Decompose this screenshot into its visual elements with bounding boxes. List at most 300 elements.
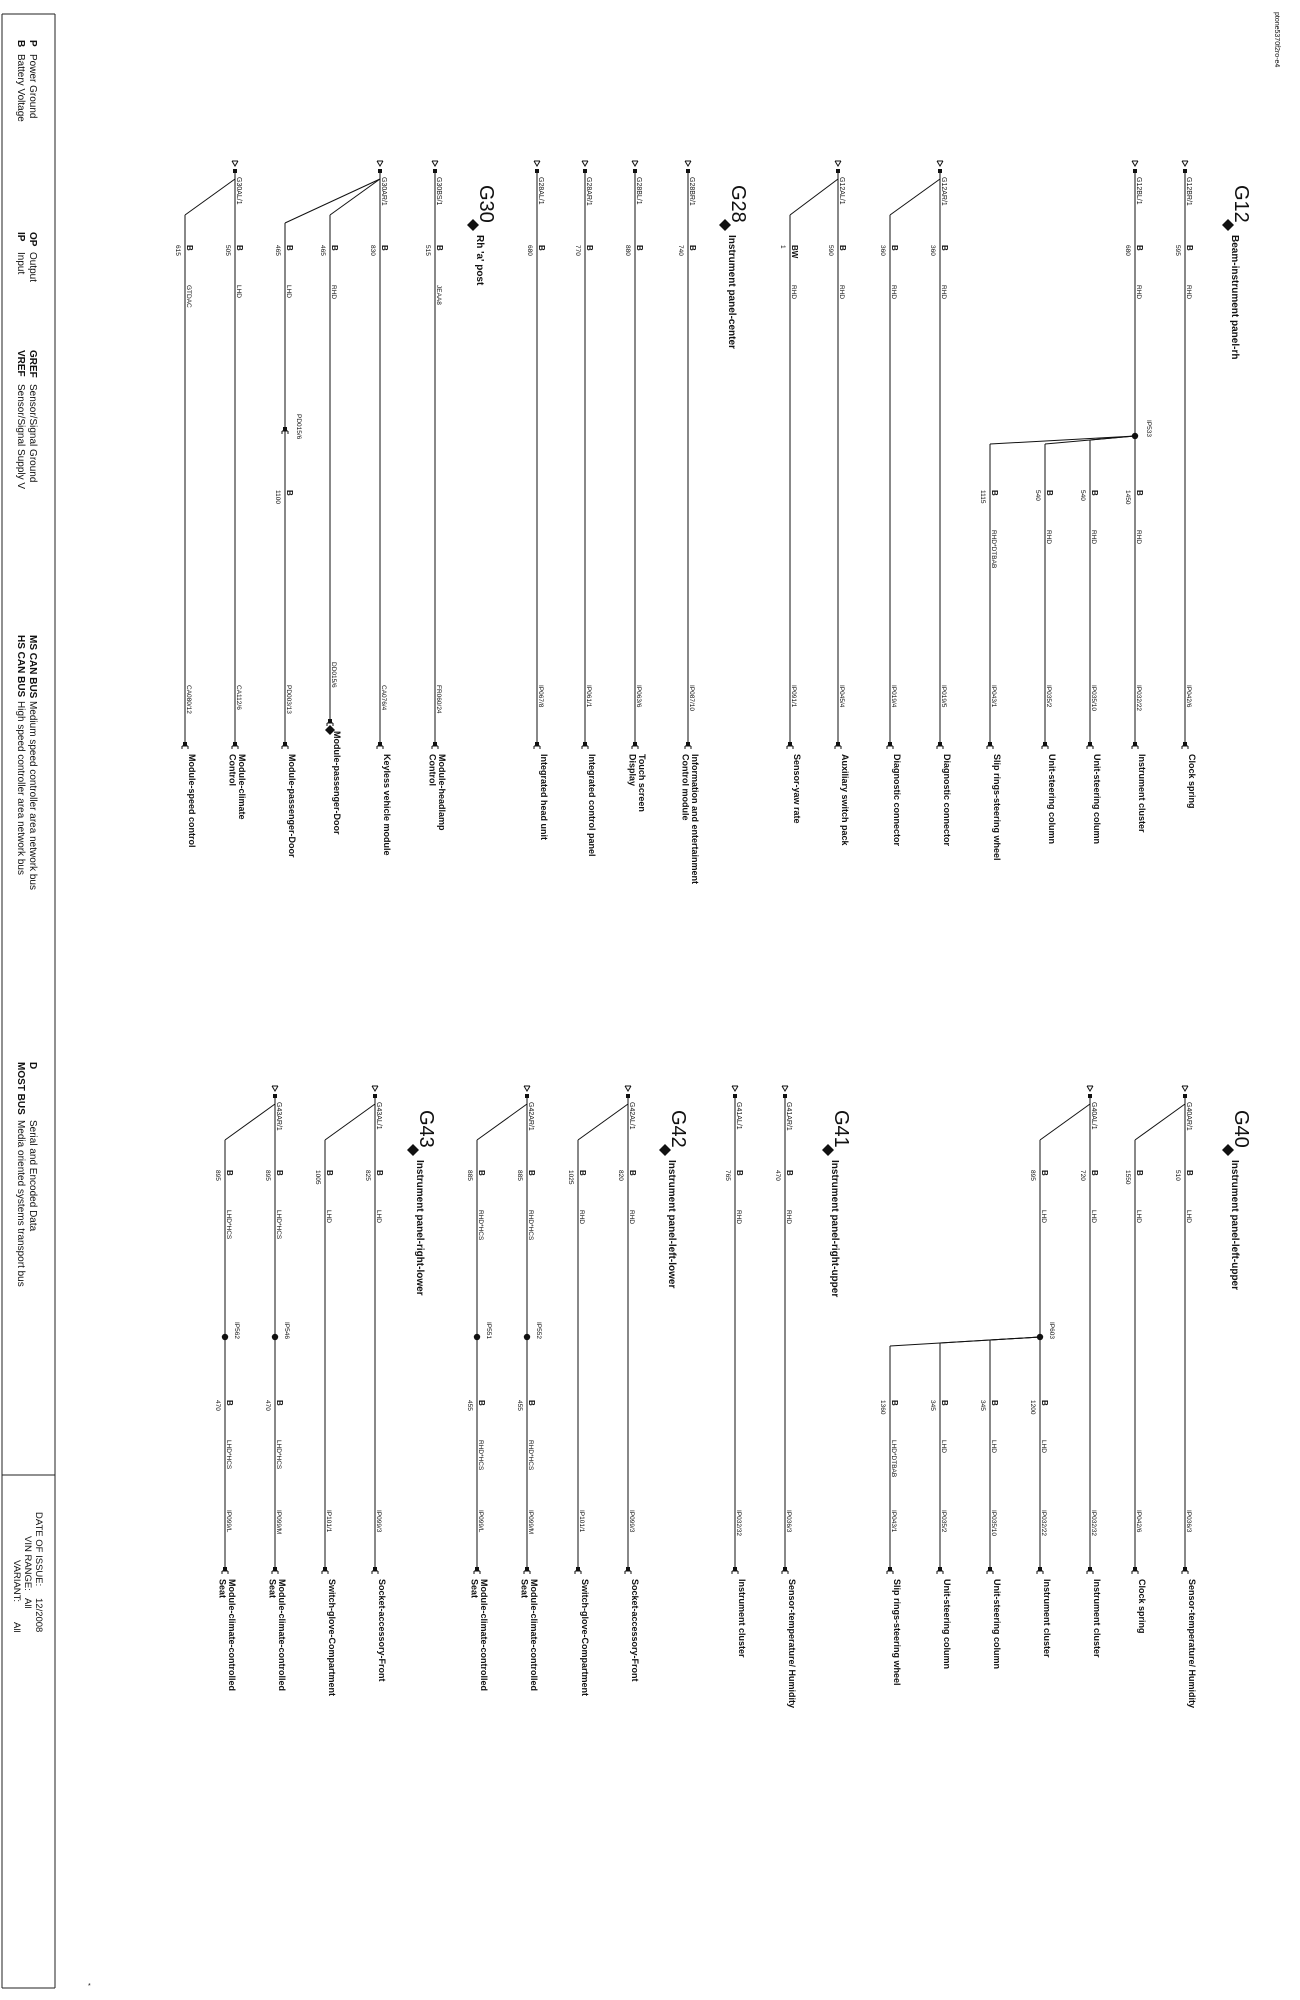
connector-pin-icon xyxy=(283,427,287,431)
wire-size: 360 xyxy=(929,245,936,256)
wire-color: B xyxy=(785,1170,794,1176)
component-name: Touch screen xyxy=(637,754,647,812)
ground-point-description: Rh 'a' post xyxy=(474,235,485,286)
legend-code: VREF xyxy=(15,350,26,377)
splice-id: IP562 xyxy=(233,1322,240,1339)
wire-color: B xyxy=(275,1170,284,1176)
connector-id: IP035/10 xyxy=(990,1510,997,1537)
wire-condition: LHD*HCS xyxy=(275,1440,282,1470)
ground-icon xyxy=(377,161,383,166)
splice-icon xyxy=(222,1334,228,1340)
wire-color: B xyxy=(1185,1170,1194,1176)
connector-socket-icon xyxy=(1182,746,1188,749)
connector-pin-icon xyxy=(888,1567,892,1571)
wire-color: B xyxy=(275,1400,284,1406)
eyelet-icon xyxy=(836,169,840,173)
connector-pin-icon xyxy=(1183,1567,1187,1571)
page-mark: * xyxy=(88,1983,91,1990)
wire-size: 1 xyxy=(779,245,786,249)
wire-size: 470 xyxy=(264,1400,271,1411)
wire-color: B xyxy=(1090,1170,1099,1176)
connector-pin-icon xyxy=(475,1567,479,1571)
ground-icon xyxy=(632,161,638,166)
component-name: Switch-glove-Compartment xyxy=(580,1579,590,1697)
ground-icon xyxy=(625,1086,631,1091)
wire-color: B xyxy=(235,245,244,251)
legend-text: Battery Voltage xyxy=(15,54,26,122)
legend-code: OP xyxy=(27,232,38,247)
connector-id: IP099/L xyxy=(477,1510,484,1533)
wire-condition: RHD xyxy=(940,285,947,300)
connector-socket-icon xyxy=(732,1571,738,1574)
component-name: Control xyxy=(227,754,238,786)
wire-color: B xyxy=(325,1170,334,1176)
splice-id: IP533 xyxy=(1145,420,1152,437)
connector-socket-icon xyxy=(372,1571,378,1574)
component-name: Diagnostic connector xyxy=(892,754,902,847)
connector-pin-icon xyxy=(583,742,587,746)
component-name: Instrument cluster xyxy=(737,1579,747,1658)
wire-segment xyxy=(1040,1104,1090,1140)
component-name: Keyless vehicle module xyxy=(382,754,392,856)
legend-code: B xyxy=(15,40,26,48)
variant-value: All xyxy=(11,1622,22,1633)
wire-color: B xyxy=(527,1400,536,1406)
wire-segment xyxy=(477,1104,527,1140)
connector-id: IP019/5 xyxy=(940,685,947,708)
wire-color: B xyxy=(285,245,294,251)
wire-condition: LHD xyxy=(1090,1210,1097,1224)
connector-id: CA112/6 xyxy=(235,685,242,710)
connector-pin-icon xyxy=(1183,742,1187,746)
connector-pin-icon xyxy=(1038,1567,1042,1571)
connector-pin-icon xyxy=(633,742,637,746)
wire-size: 345 xyxy=(929,1400,936,1411)
ground-location: G43AL/1 xyxy=(375,1102,382,1130)
wire-color: B xyxy=(890,245,899,251)
connector-pin-icon xyxy=(836,742,840,746)
wire-condition: RHD*HCS xyxy=(477,1210,484,1241)
splice-icon xyxy=(272,1334,278,1340)
eyelet-icon xyxy=(1133,169,1137,173)
component-name: Socket-accessory-Front xyxy=(377,1579,387,1682)
wire-color: B xyxy=(578,1170,587,1176)
legend-text: Serial and Encoded Data xyxy=(27,1120,38,1232)
ground-icon xyxy=(1182,161,1188,166)
component-name: Switch-glove-Compartment xyxy=(327,1579,337,1697)
wire-color: B xyxy=(628,1170,637,1176)
wire-condition: RHD xyxy=(1045,530,1052,545)
connector-socket-icon xyxy=(835,746,841,749)
legend-code: D xyxy=(27,1062,38,1070)
eyelet-icon xyxy=(535,169,539,173)
wire-segment xyxy=(185,179,235,215)
connector-socket-icon xyxy=(272,1571,278,1574)
ground-point-id: G30 xyxy=(475,185,497,223)
connector-pin-icon xyxy=(988,1567,992,1571)
component-name: Slip rings-steering wheel xyxy=(892,1579,902,1686)
component-name: Unit-steering column xyxy=(1092,754,1102,845)
wire-size: 680 xyxy=(1124,245,1131,256)
connector-socket-icon xyxy=(1087,1571,1093,1574)
connector-socket-icon xyxy=(322,1571,328,1574)
connector-socket-icon xyxy=(782,1571,788,1574)
eyelet-icon xyxy=(1088,1094,1092,1098)
splice-icon xyxy=(474,1334,480,1340)
wire-condition: RHD xyxy=(1135,530,1142,545)
connector-socket-icon xyxy=(282,746,288,749)
component-name: Socket-accessory-Front xyxy=(630,1579,640,1682)
connector-pin-icon xyxy=(223,1567,227,1571)
wire-condition: LHD xyxy=(1040,1210,1047,1224)
connector-pin-icon xyxy=(1133,742,1137,746)
connector-id: IP063/6 xyxy=(635,685,642,708)
connector-socket-icon xyxy=(937,746,943,749)
wire-size: 1550 xyxy=(1124,1170,1131,1185)
connector-pin-icon xyxy=(183,742,187,746)
wire-condition: LHD xyxy=(375,1210,382,1224)
wire-color: B xyxy=(375,1170,384,1176)
legend-text: Input xyxy=(15,252,26,275)
connector-pin-icon xyxy=(433,742,437,746)
eyelet-icon xyxy=(525,1094,529,1098)
connector-socket-icon xyxy=(887,746,893,749)
component-name: Seat xyxy=(519,1579,530,1599)
wire-condition: RHD xyxy=(1090,530,1097,545)
connector-socket-icon xyxy=(1132,1571,1138,1574)
ground-point-description: Instrument panel-right-upper xyxy=(829,1160,840,1298)
ground-location: G12BR/1 xyxy=(1185,177,1192,206)
wire-size: 770 xyxy=(574,245,581,256)
wire-condition: LHD*DTBAB xyxy=(890,1440,897,1478)
connector-socket-icon xyxy=(232,746,238,749)
ground-icon xyxy=(372,1086,378,1091)
eyelet-icon xyxy=(273,1094,277,1098)
connector-pin-icon xyxy=(283,742,287,746)
splice-id: IP551 xyxy=(485,1322,492,1339)
wire-condition: RHD xyxy=(1135,285,1142,300)
inline-connector-id: PD015/6 xyxy=(295,414,302,440)
splice-id: IP546 xyxy=(283,1322,290,1339)
connector-id: IP061/1 xyxy=(585,685,592,708)
legend-code: MS CAN BUS xyxy=(27,635,38,699)
wire-size: 470 xyxy=(214,1400,221,1411)
ground-location: G12AL/1 xyxy=(838,177,845,205)
ground-location: G28AL/1 xyxy=(537,177,544,205)
component-name: Module-passenger-Door xyxy=(332,731,342,835)
connector-pin-icon xyxy=(1043,742,1047,746)
connector-id: IP099/3 xyxy=(628,1510,635,1533)
wire-color: B xyxy=(1040,1400,1049,1406)
connector-pin-icon xyxy=(576,1567,580,1571)
ground-icon xyxy=(1182,1086,1188,1091)
wire-size: 680 xyxy=(526,245,533,256)
ground-point-id: G12 xyxy=(1230,185,1252,223)
legend-code: IP xyxy=(15,232,26,242)
document-id: ptone5370f2ro-e4 xyxy=(1273,12,1280,68)
ground-location: G28BL/1 xyxy=(635,177,642,205)
ground-location: G41AL/1 xyxy=(735,1102,742,1130)
component-name: Module-climate-controlled xyxy=(479,1579,489,1692)
wire-size: 1100 xyxy=(274,490,281,504)
component-name: Clock spring xyxy=(1137,1579,1147,1634)
component-name: Unit-steering column xyxy=(992,1579,1002,1670)
splice-icon xyxy=(524,1334,530,1340)
wire-condition: LHD*HCS xyxy=(225,1210,232,1240)
wire-color: B xyxy=(225,1400,234,1406)
wire-condition: RHD*DTBAB xyxy=(990,530,997,569)
connector-pin-icon xyxy=(328,719,332,723)
wire-size: 360 xyxy=(879,245,886,256)
wire-size: 1200 xyxy=(1029,1400,1036,1415)
wire-color: B xyxy=(435,245,444,251)
wire-size: 455 xyxy=(516,1400,523,1411)
component-name: Module-climate-controlled xyxy=(529,1579,539,1692)
component-name: Sensor-temperature/ Humidity xyxy=(1187,1579,1197,1709)
wire-color: B xyxy=(225,1170,234,1176)
component-name: Control xyxy=(427,754,438,786)
connector-pin-icon xyxy=(626,1567,630,1571)
connector-socket-icon xyxy=(787,746,793,749)
connector-socket-icon xyxy=(524,1571,530,1574)
ground-location: G28BR/1 xyxy=(688,177,695,206)
wire-size: 880 xyxy=(624,245,631,256)
wire-size: 765 xyxy=(724,1170,731,1181)
connector-id: FR060/24 xyxy=(435,685,442,714)
splice-id: IP552 xyxy=(535,1322,542,1339)
wire-color: B xyxy=(1040,1170,1049,1176)
wire-color: B xyxy=(1045,490,1054,496)
ground-location: G42AR/1 xyxy=(527,1102,534,1131)
component-name: Clock spring xyxy=(1187,754,1197,809)
eyelet-icon xyxy=(433,169,437,173)
wire-size: 885 xyxy=(466,1170,473,1181)
wire-size: 590 xyxy=(827,245,834,256)
wire-size: 1360 xyxy=(879,1400,886,1415)
wire-color: B xyxy=(380,245,389,251)
wire-size: 895 xyxy=(264,1170,271,1181)
connector-id: IP032/32 xyxy=(1090,1510,1097,1537)
eyelet-icon xyxy=(686,169,690,173)
wire-condition: LHD*HCS xyxy=(225,1440,232,1470)
eyelet-icon xyxy=(938,169,942,173)
ground-point-id: G43 xyxy=(415,1110,437,1148)
wire-color: B xyxy=(635,245,644,251)
ground-icon xyxy=(272,1086,278,1091)
vin-range-value: All xyxy=(22,1598,33,1609)
connector-socket-icon xyxy=(182,746,188,749)
connector-id: IP101/1 xyxy=(578,1510,585,1533)
wire-segment xyxy=(890,1337,1040,1346)
connector-id: PD003/13 xyxy=(285,685,292,714)
connector-pin-icon xyxy=(938,1567,942,1571)
wire-size: 895 xyxy=(214,1170,221,1181)
wire-size: 820 xyxy=(617,1170,624,1181)
connector-socket-icon xyxy=(987,746,993,749)
wire-size: 595 xyxy=(1174,245,1181,256)
ground-location: G42AL/1 xyxy=(628,1102,635,1130)
connector-id: IP099/3 xyxy=(375,1510,382,1533)
ground-location: G28AR/1 xyxy=(585,177,592,206)
date-of-issue-label: DATE OF ISSUE: xyxy=(33,1512,44,1587)
connector-id: IP032/32 xyxy=(735,1510,742,1537)
connector-id: IP099/L xyxy=(225,1510,232,1533)
wire-size: 345 xyxy=(979,1400,986,1411)
ground-location: G12BL/1 xyxy=(1135,177,1142,205)
issue-info xyxy=(11,1512,44,1633)
connector-pin-icon xyxy=(323,1567,327,1571)
wire-condition: RHD xyxy=(735,1210,742,1225)
connector-id: IP043/1 xyxy=(890,1510,897,1533)
connector-pin-icon xyxy=(733,1567,737,1571)
connector-id: DD015/6 xyxy=(330,662,337,688)
ground-location: G41AR/1 xyxy=(785,1102,792,1131)
wire-condition: LHD xyxy=(285,285,292,299)
variant-label: VARIANT: xyxy=(11,1560,22,1603)
connector-socket-icon xyxy=(432,746,438,749)
component-name: Slip rings-steering wheel xyxy=(992,754,1002,861)
component-name: Sensor-yaw rate xyxy=(792,754,802,824)
wire-size: 895 xyxy=(1029,1170,1036,1181)
connector-id: CA076/4 xyxy=(380,685,387,711)
ground-location: G30BS/1 xyxy=(435,177,442,206)
component-name: Instrument cluster xyxy=(1137,754,1147,833)
connector-id: IP099/M xyxy=(527,1510,534,1535)
connector-id: CA080/12 xyxy=(185,685,192,714)
eyelet-icon xyxy=(583,169,587,173)
connector-pin-icon xyxy=(1133,1567,1137,1571)
wire-color: B xyxy=(477,1400,486,1406)
connector-id: IP032/22 xyxy=(1040,1510,1047,1537)
wire-size: 1025 xyxy=(567,1170,574,1185)
ground-icon xyxy=(782,1086,788,1091)
connector-pin-icon xyxy=(525,1567,529,1571)
wire-condition: RHD*HCS xyxy=(477,1440,484,1471)
legend-code: MOST BUS xyxy=(15,1062,26,1115)
legend xyxy=(15,40,38,1287)
wire-color: B xyxy=(940,245,949,251)
wire-size: 510 xyxy=(1174,1170,1181,1181)
ground-icon xyxy=(432,161,438,166)
ground-location: G12AR/1 xyxy=(940,177,947,206)
wire-color: B xyxy=(330,245,339,251)
connector-socket-icon xyxy=(377,746,383,749)
wire-color: B xyxy=(990,490,999,496)
legend-code: P xyxy=(27,40,38,47)
ground-point-id: G42 xyxy=(667,1110,689,1148)
wire-color: B xyxy=(940,1400,949,1406)
schematic xyxy=(174,161,1252,1708)
wire-condition: LHD xyxy=(235,285,242,299)
ground-point-description: Instrument panel-left-upper xyxy=(1229,1160,1240,1291)
ground-point-id: G40 xyxy=(1230,1110,1252,1148)
wire-segment xyxy=(790,179,838,215)
wire-condition: LHD xyxy=(1185,1210,1192,1224)
wire-color: B xyxy=(585,245,594,251)
connector-socket-icon xyxy=(222,1571,228,1574)
connector-pin-icon xyxy=(1088,742,1092,746)
wire-color: B xyxy=(185,245,194,251)
splice-id: IP603 xyxy=(1048,1322,1055,1339)
ground-location: G30AR/1 xyxy=(380,177,387,206)
wire-condition: LHD xyxy=(940,1440,947,1454)
ground-icon xyxy=(534,161,540,166)
wire-segment xyxy=(225,1104,275,1140)
ground-icon xyxy=(1087,1086,1093,1091)
ground-icon xyxy=(732,1086,738,1091)
connector-id: IP067/8 xyxy=(537,685,544,708)
connector-pin-icon xyxy=(378,742,382,746)
eyelet-icon xyxy=(633,169,637,173)
connector-pin-icon xyxy=(788,742,792,746)
connector-id: IP036/3 xyxy=(1185,1510,1192,1533)
component-name: Integrated control panel xyxy=(587,754,597,857)
wire-size: 1450 xyxy=(1124,490,1131,505)
component-name: Sensor-temperature/ Humidity xyxy=(787,1579,797,1709)
wire-size: 470 xyxy=(774,1170,781,1181)
wire-size: 740 xyxy=(677,245,684,256)
component-name: Module-headlamp xyxy=(437,754,447,831)
wire-condition: GTDAC xyxy=(185,285,192,308)
connector-socket-icon xyxy=(575,1571,581,1574)
connector-id: IP035/2 xyxy=(1045,685,1052,708)
wire-condition: RHD xyxy=(1185,285,1192,300)
connector-socket-icon xyxy=(937,1571,943,1574)
connector-socket-icon xyxy=(582,746,588,749)
component-name: Auxiliary switch pack xyxy=(840,754,850,846)
wire-size: 465 xyxy=(319,245,326,256)
connector-id: IP019/4 xyxy=(890,685,897,708)
ground-icon xyxy=(1132,161,1138,166)
connector-socket-icon xyxy=(625,1571,631,1574)
connector-id: IP045/4 xyxy=(838,685,845,708)
connector-id: IP032/22 xyxy=(1135,685,1142,712)
wire-condition: RHD xyxy=(785,1210,792,1225)
connector-socket-icon xyxy=(887,1571,893,1574)
component-name: Module-climate xyxy=(237,754,247,820)
connector-pin-icon xyxy=(888,742,892,746)
wire-color: B xyxy=(990,1400,999,1406)
legend-text: Media oriented systems transport bus xyxy=(15,1120,26,1287)
wire-segment xyxy=(890,179,940,215)
connector-id: IP036/3 xyxy=(785,1510,792,1533)
component-name: Seat xyxy=(267,1579,278,1599)
eyelet-icon xyxy=(733,1094,737,1098)
wire-size: 505 xyxy=(224,245,231,256)
legend-text: Sensor/Signal Ground xyxy=(27,384,38,483)
connector-id: IP042/6 xyxy=(1185,685,1192,708)
wire-color: B xyxy=(285,490,294,496)
wire-color: B xyxy=(1135,245,1144,251)
legend-text: Medium speed controller area network bus xyxy=(27,701,38,890)
component-name: Module-climate-controlled xyxy=(227,1579,237,1692)
connector-socket-icon xyxy=(1037,1571,1043,1574)
connector-socket-icon xyxy=(1042,746,1048,749)
wire-size: 1115 xyxy=(979,490,986,504)
ground-point-id: G41 xyxy=(830,1110,852,1148)
wire-color: B xyxy=(537,245,546,251)
component-name: Control module xyxy=(680,754,691,821)
wire-condition: RHD xyxy=(578,1210,585,1225)
connector-socket-icon xyxy=(1132,746,1138,749)
connector-id: IP043/1 xyxy=(990,685,997,708)
ground-point-description: Instrument panel-left-lower xyxy=(666,1160,677,1289)
wire-size: 615 xyxy=(174,245,181,256)
wire-color: B xyxy=(1090,490,1099,496)
wire-color: B xyxy=(477,1170,486,1176)
wire-condition: RHD xyxy=(838,285,845,300)
component-name: Seat xyxy=(469,1579,480,1599)
